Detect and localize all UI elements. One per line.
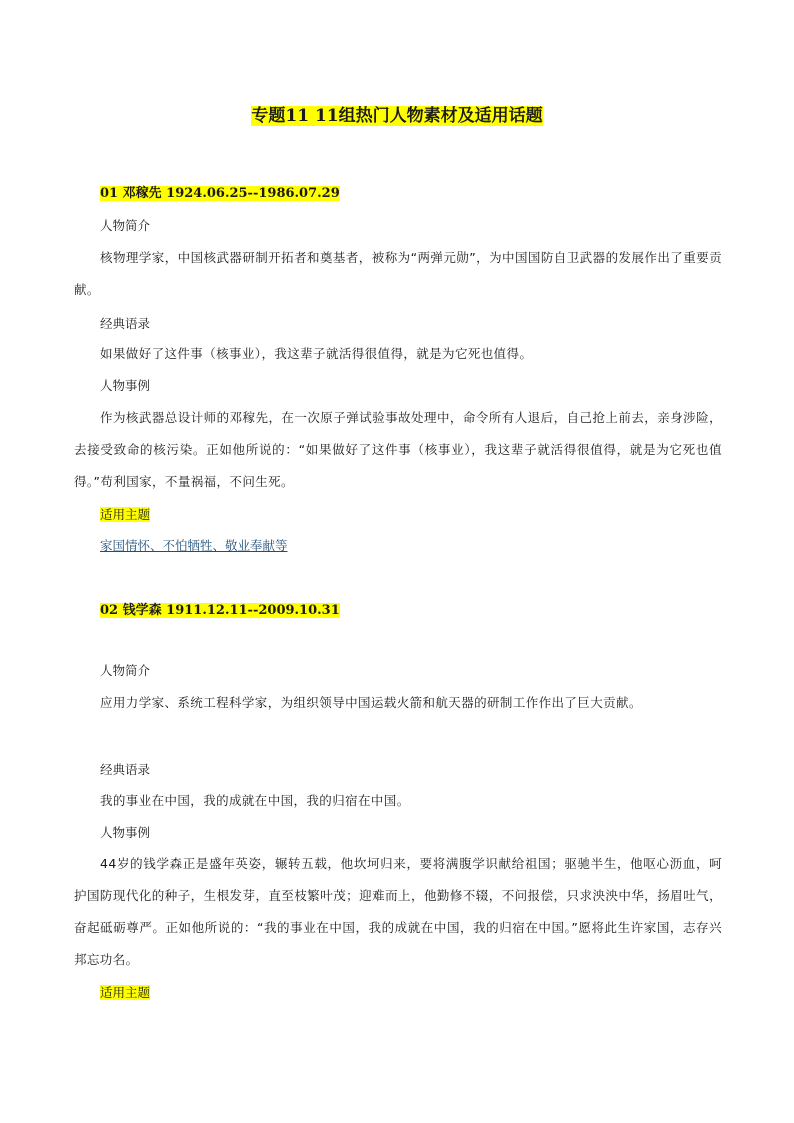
story-label: 人物事例: [100, 378, 151, 393]
story-text: 作为核武器总设计师的邓稼先，在一次原子弹试验事故处理中，命令所有人退后，自己抢上前去，亲身涉险，去接受致命的核污染。正如他所说的：“如果做好了这件事（核事业），我这辈子就活得很值得，就是为它死也值得。”苟利国家，不量祸福，不问生死。: [74, 410, 722, 489]
quote-label: 经典语录: [100, 316, 151, 331]
quote-text: 如果做好了这件事（核事业），我这辈子就活得很值得，就是为它死也值得。: [100, 346, 533, 361]
intro-label: 人物简介: [100, 218, 151, 233]
intro-text: 核物理学家，中国核武器研制开拓者和奠基者，被称为“两弹元勋”，为中国国防自卫武器的发展作出了重要贡献。: [74, 250, 722, 297]
topic-label-text: 适用主题: [100, 507, 151, 522]
page-title-text: 专题11 11组热门人物素材及适用话题: [251, 106, 543, 126]
topic-label: [100, 505, 150, 525]
topic-label: [100, 983, 150, 1003]
entry-heading-text: 02 钱学森 1911.12.11--2009.10.31: [100, 603, 340, 618]
topic-link[interactable]: 家国情怀、不怕牺牲、敬业奉献等: [100, 538, 288, 553]
story-text: 44岁的钱学森正是盛年英姿，辗转五载，他坎坷归来，要将满腹学识献给祖国；驱驰半生，他呕心沥血，呵护国防现代化的种子，生根发芽，直至枝繁叶茂；迎难而上，他勤修不辍，不问报偿，只求泱泱中华，扬眉吐气，奋起砥砺尊严。正如他所说的：“我的事业在中国，我的成就在中国，我的归宿在中国。”愿将此生许家国，志存兴邦忘功名。: [74, 856, 722, 967]
intro-text: 应用力学家、系统工程科学家，为组织领导中国运载火箭和航天器的研制工作作出了巨大贡献。: [100, 695, 642, 710]
topic-label-text: 适用主题: [100, 985, 151, 1000]
quote-label: 经典语录: [100, 762, 151, 777]
entry-heading-2: [100, 601, 340, 621]
page-title: [0, 104, 794, 128]
quote-text: 我的事业在中国，我的成就在中国，我的归宿在中国。: [100, 793, 410, 808]
story-label: 人物事例: [100, 825, 151, 840]
intro-label: 人物简介: [100, 663, 151, 678]
entry-heading-text: 01 邓稼先 1924.06.25--1986.07.29: [100, 186, 340, 201]
entry-heading-1: [100, 184, 340, 204]
